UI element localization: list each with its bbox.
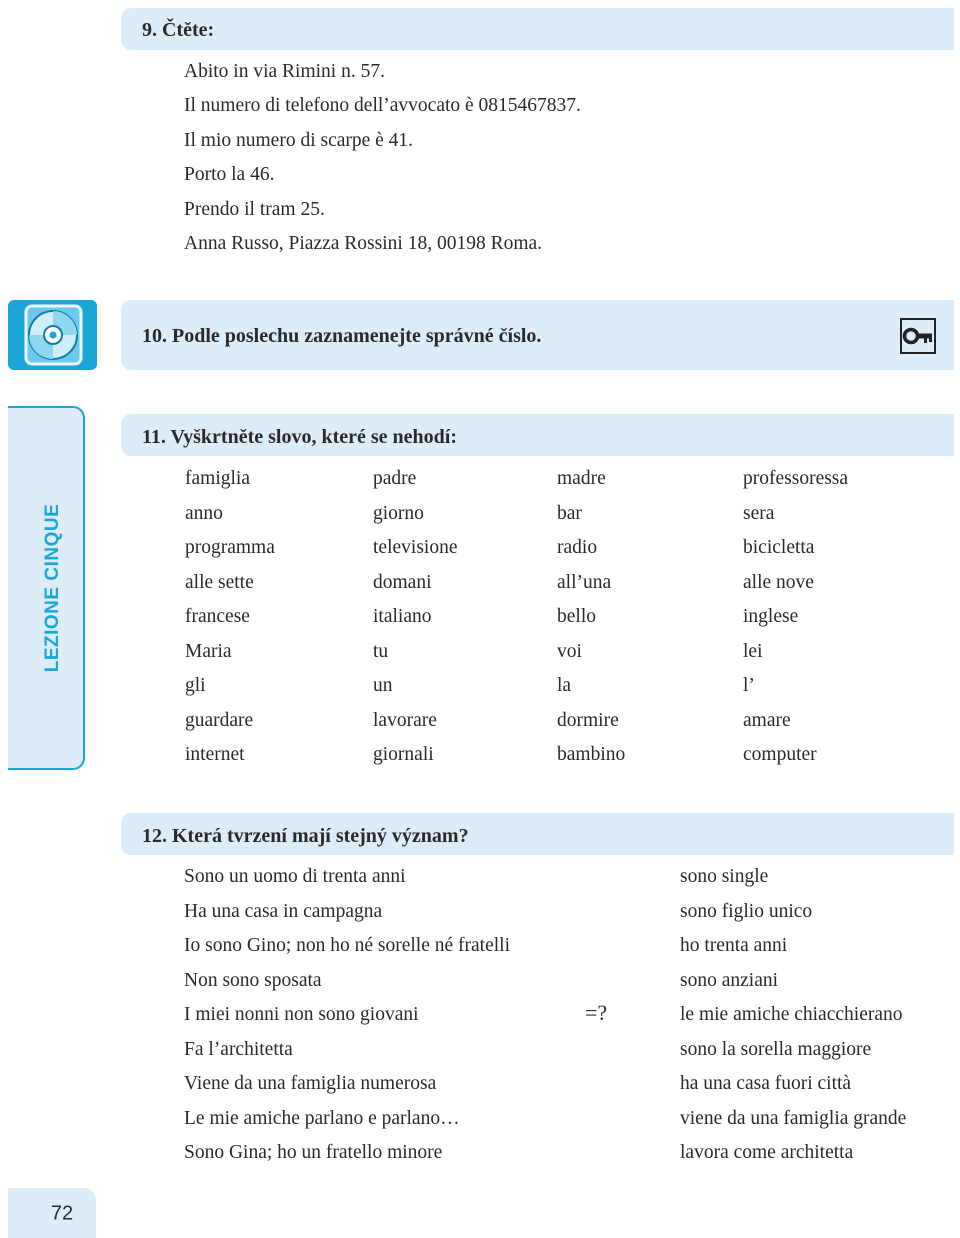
lesson-side-label: LEZIONE CINQUE [42,503,63,673]
statement-left: Sono Gina; ho un fratello minore [184,1142,443,1163]
word-cell: padre [373,468,417,489]
statement-right: sono single [680,866,769,887]
word-cell: sera [743,503,775,524]
word-cell: professoressa [743,468,849,489]
word-cell: gli [185,675,206,696]
word-cell: un [373,675,393,696]
statement-right: sono anziani [680,970,779,991]
key-icon [900,318,936,354]
statement-right: le mie amiche chiacchierano [680,1004,903,1025]
word-cell: giornali [373,744,434,765]
word-cell: all’una [557,572,612,593]
word-cell: francese [185,606,250,627]
statement-left: Fa l’architetta [184,1039,293,1060]
word-cell: lavorare [373,710,437,731]
word-cell: bambino [557,744,626,765]
exercise-9-line: Abito in via Rimini n. 57. [184,61,385,82]
word-cell: dormire [557,710,619,731]
word-cell: l’ [743,675,755,696]
word-cell: programma [185,537,275,558]
word-cell: tu [373,641,389,662]
equals-question-mark: =? [585,1000,608,1025]
statement-left: Io sono Gino; non ho né sorelle né fratelli [184,935,511,956]
word-cell: lei [743,641,763,662]
exercise-9-line: Porto la 46. [184,164,275,185]
word-cell: italiano [373,606,432,627]
exercise-12-title: 12. Která tvrzení mají stejný význam? [142,825,469,847]
statement-left: Sono un uomo di trenta anni [184,866,406,887]
word-cell: domani [373,572,432,593]
page-number: 72 [50,1202,74,1225]
exercise-11-title: 11. Vyškrtněte slovo, které se nehodí: [142,426,457,448]
word-cell: madre [557,468,606,489]
word-cell: amare [743,710,791,731]
statement-left: Ha una casa in campagna [184,901,383,922]
cd-icon-box [8,300,97,370]
exercise-9-line: Il numero di telefono dell’avvocato è 0815467837. [184,95,581,116]
word-cell: anno [185,503,223,524]
word-cell: radio [557,537,598,558]
word-cell: bello [557,606,596,627]
exercise-10-title: 10. Podle poslechu zaznamenejte správné číslo. [142,325,542,347]
exercise-9-title: 9. Čtěte: [142,19,215,41]
exercise-9-line: Prendo il tram 25. [184,199,325,220]
word-cell: alle sette [185,572,254,593]
exercise-9-line: Anna Russo, Piazza Rossini 18, 00198 Roma. [184,233,543,254]
statement-right: ha una casa fuori città [680,1073,852,1094]
word-cell: alle nove [743,572,814,593]
statement-right: viene da una famiglia grande [680,1108,907,1129]
statement-right: ho trenta anni [680,935,788,956]
exercise-9-line: Il mio numero di scarpe è 41. [184,130,414,151]
word-cell: inglese [743,606,799,627]
statement-left: Le mie amiche parlano e parlano… [184,1108,460,1129]
exercise-9-header [121,8,954,50]
word-cell: bicicletta [743,537,815,558]
word-cell: famiglia [185,468,250,489]
word-cell: computer [743,744,817,765]
statement-left: Non sono sposata [184,970,322,991]
statement-right: sono figlio unico [680,901,813,922]
word-cell: guardare [185,710,254,731]
cd-icon [8,300,97,370]
statement-right: sono la sorella maggiore [680,1039,872,1060]
word-cell: bar [557,503,582,524]
statement-left: I miei nonni non sono giovani [184,1004,419,1025]
statement-left: Viene da una famiglia numerosa [184,1073,437,1094]
statement-right: lavora come architetta [680,1142,854,1163]
word-cell: televisione [373,537,458,558]
word-cell: giorno [373,503,424,524]
word-cell: voi [557,641,582,662]
word-cell: internet [185,744,245,765]
word-cell: Maria [185,641,232,662]
word-cell: la [557,675,572,696]
